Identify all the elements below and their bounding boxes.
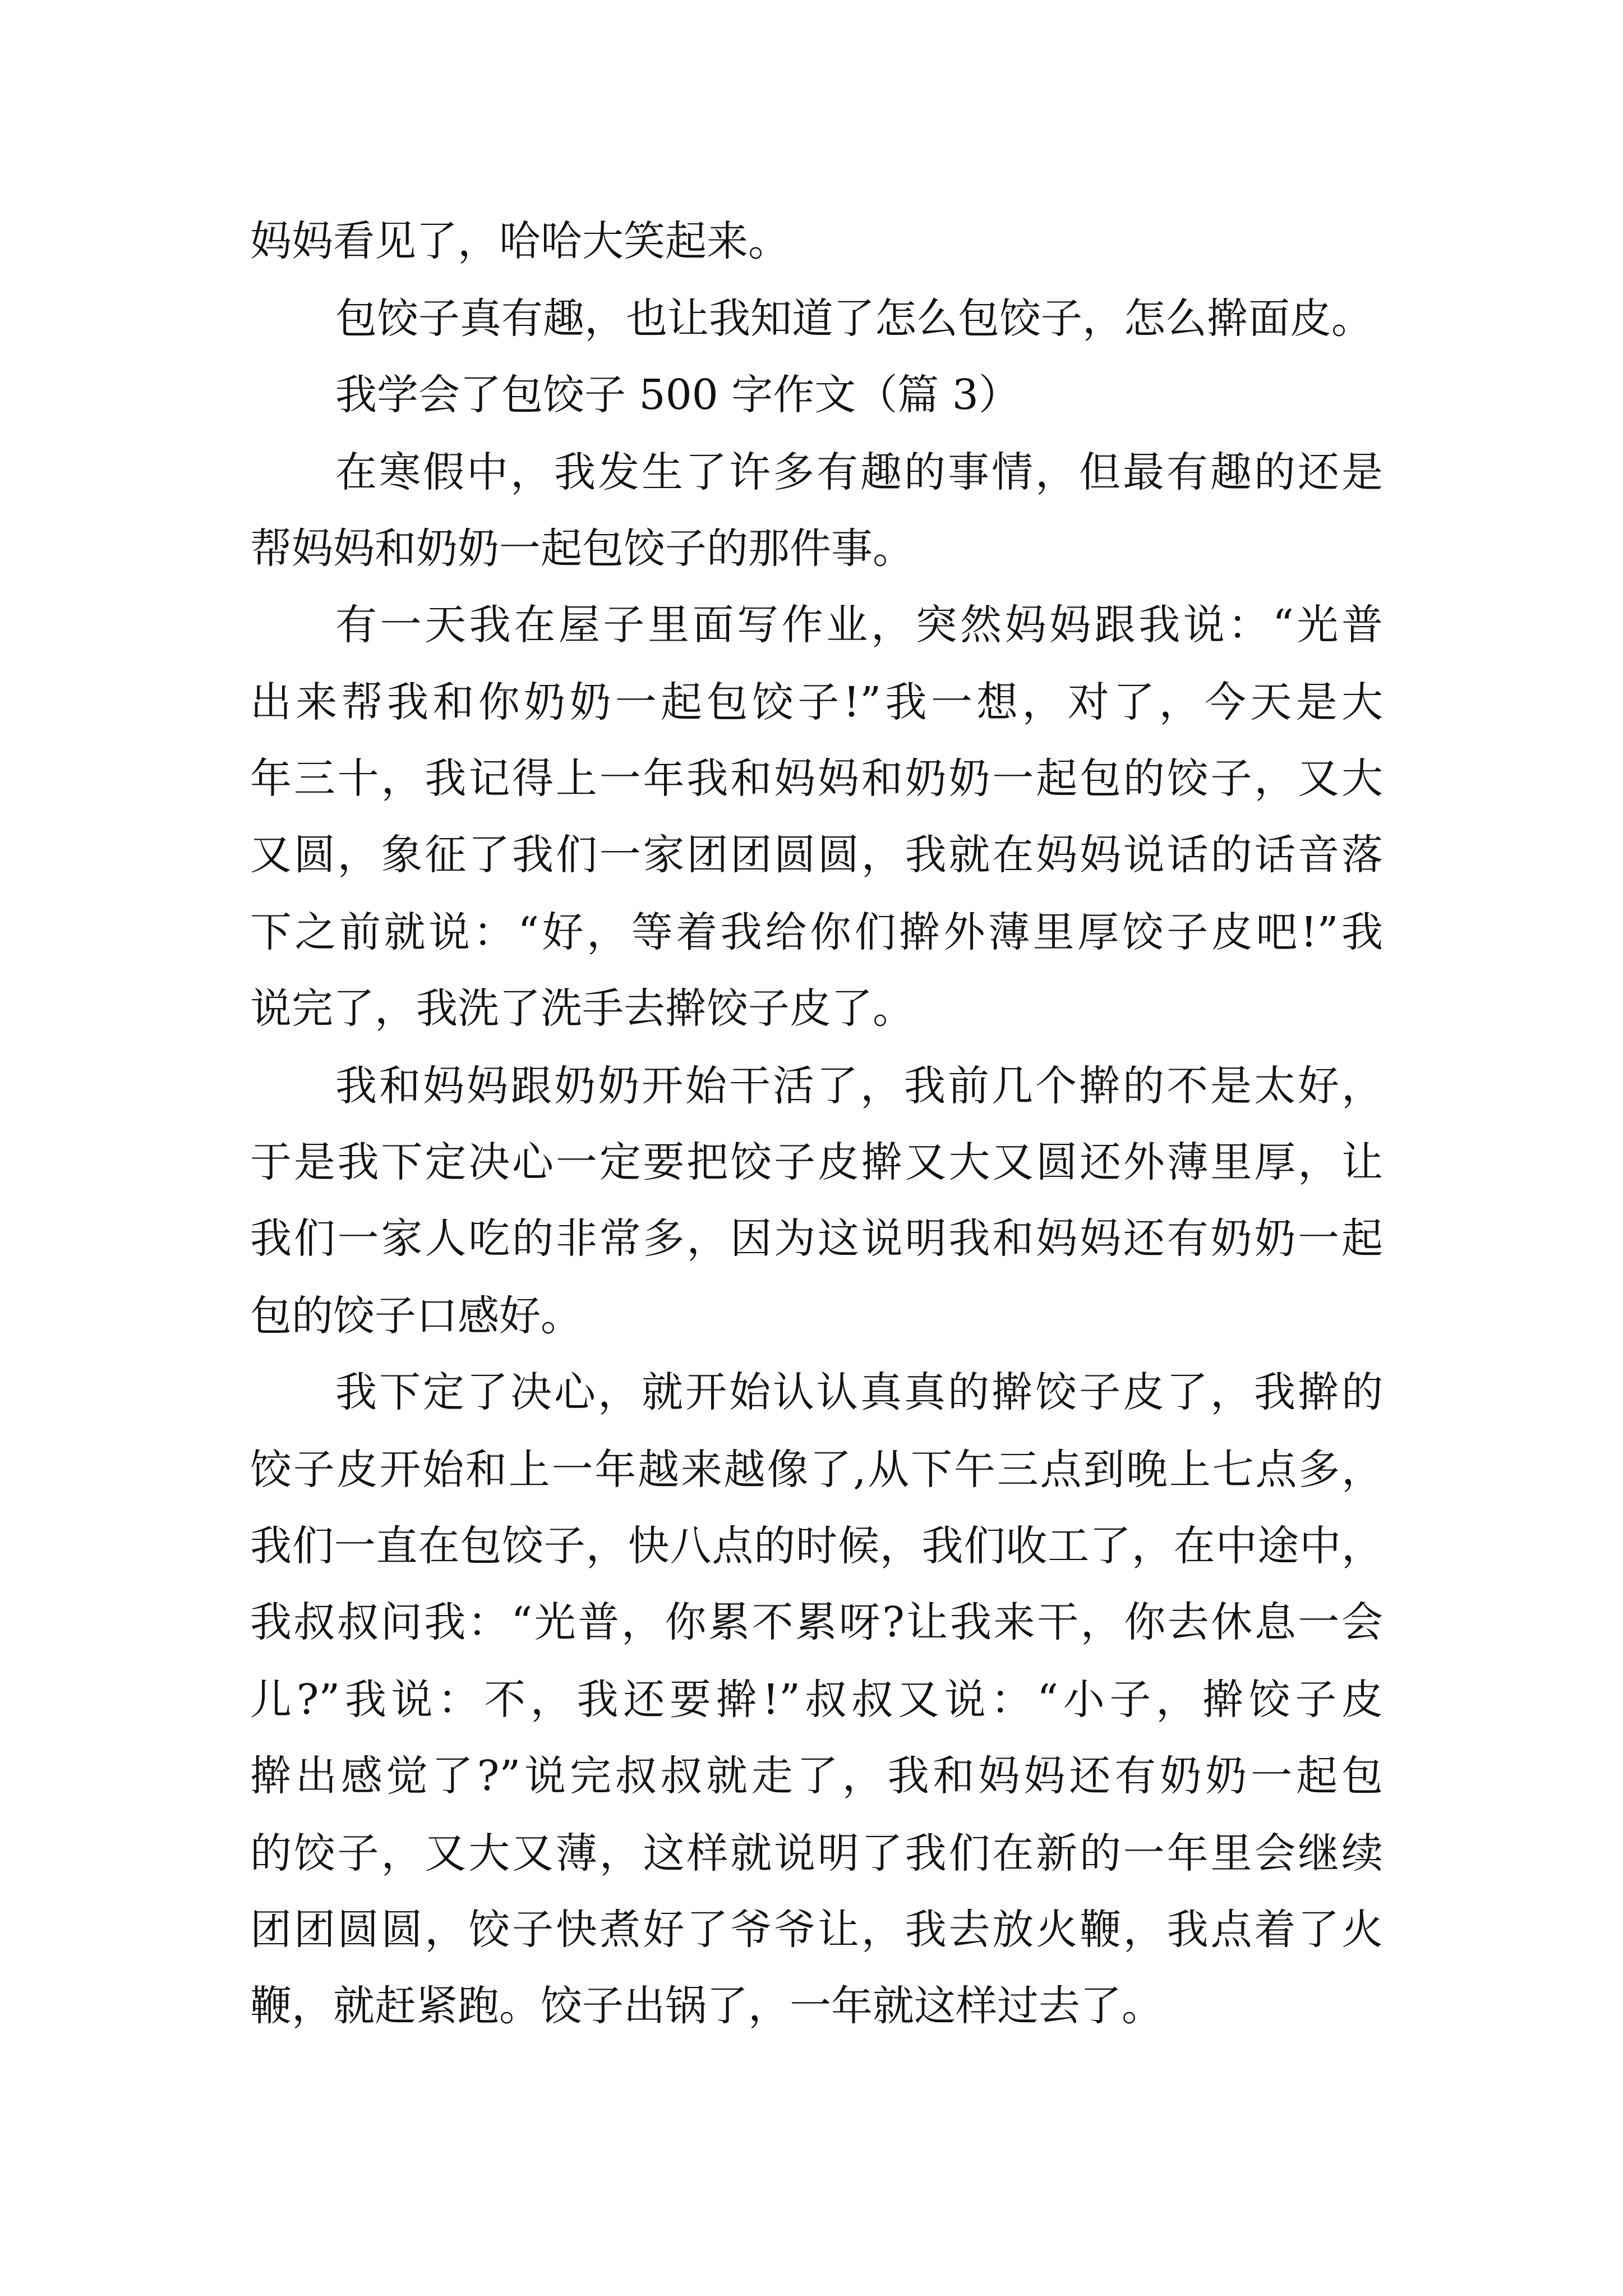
section-heading: 我学会了包饺子 500 字作文（篇 3） bbox=[335, 371, 1020, 419]
text-line: 我们一直在包饺子，快八点的时候，我们收工了，在中途中， bbox=[250, 1522, 1383, 1570]
text-line: 帮妈妈和奶奶一起包饺子的那件事。 bbox=[250, 524, 914, 573]
text-line: 我叔叔问我：“光普，你累不累呀?让我来干，你去休息一会 bbox=[250, 1598, 1383, 1646]
text-line: 在寒假中，我发生了许多有趣的事情，但最有趣的还是 bbox=[335, 448, 1383, 496]
text-line: 我下定了决心，就开始认认真真的擀饺子皮了，我擀的 bbox=[335, 1368, 1383, 1416]
text-line: 包的饺子口感好。 bbox=[250, 1292, 582, 1340]
text-line: 团团圆圆，饺子快煮好了爷爷让，我去放火鞭，我点着了火 bbox=[250, 1906, 1383, 1954]
text-line: 又圆，象征了我们一家团团圆圆，我就在妈妈说话的话音落 bbox=[250, 831, 1383, 879]
text-line: 说完了，我洗了洗手去擀饺子皮了。 bbox=[250, 984, 914, 1033]
text-line: 有一天我在屋子里面写作业，突然妈妈跟我说：“光普 bbox=[335, 601, 1383, 649]
text-line: 儿?”我说：不，我还要擀!”叔叔又说：“小子，擀饺子皮 bbox=[250, 1676, 1383, 1724]
text-line: 出来帮我和你奶奶一起包饺子!”我一想，对了，今天是大 bbox=[250, 678, 1383, 726]
text-line: 包饺子真有趣，也让我知道了怎么包饺子，怎么擀面皮。 bbox=[335, 295, 1373, 343]
text-line: 鞭，就赶紧跑。饺子出锅了，一年就这样过去了。 bbox=[250, 1982, 1163, 2030]
text-line: 妈妈看见了，哈哈大笑起来。 bbox=[250, 217, 790, 265]
text-line: 年三十，我记得上一年我和妈妈和奶奶一起包的饺子，又大 bbox=[250, 754, 1383, 803]
text-line: 我和妈妈跟奶奶开始干活了，我前几个擀的不是太好， bbox=[335, 1062, 1383, 1110]
text-line: 擀出感觉了?”说完叔叔就走了，我和妈妈还有奶奶一起包 bbox=[250, 1752, 1383, 1800]
text-line: 我们一家人吃的非常多，因为这说明我和妈妈还有奶奶一起 bbox=[250, 1214, 1383, 1263]
text-line: 饺子皮开始和上一年越来越像了,从下午三点到晚上七点多， bbox=[250, 1446, 1383, 1494]
text-line: 于是我下定决心一定要把饺子皮擀又大又圆还外薄里厚，让 bbox=[250, 1138, 1383, 1186]
text-line: 的饺子，又大又薄，这样就说明了我们在新的一年里会继续 bbox=[250, 1829, 1383, 1878]
text-line: 下之前就说：“好，等着我给你们擀外薄里厚饺子皮吧!”我 bbox=[250, 908, 1383, 956]
